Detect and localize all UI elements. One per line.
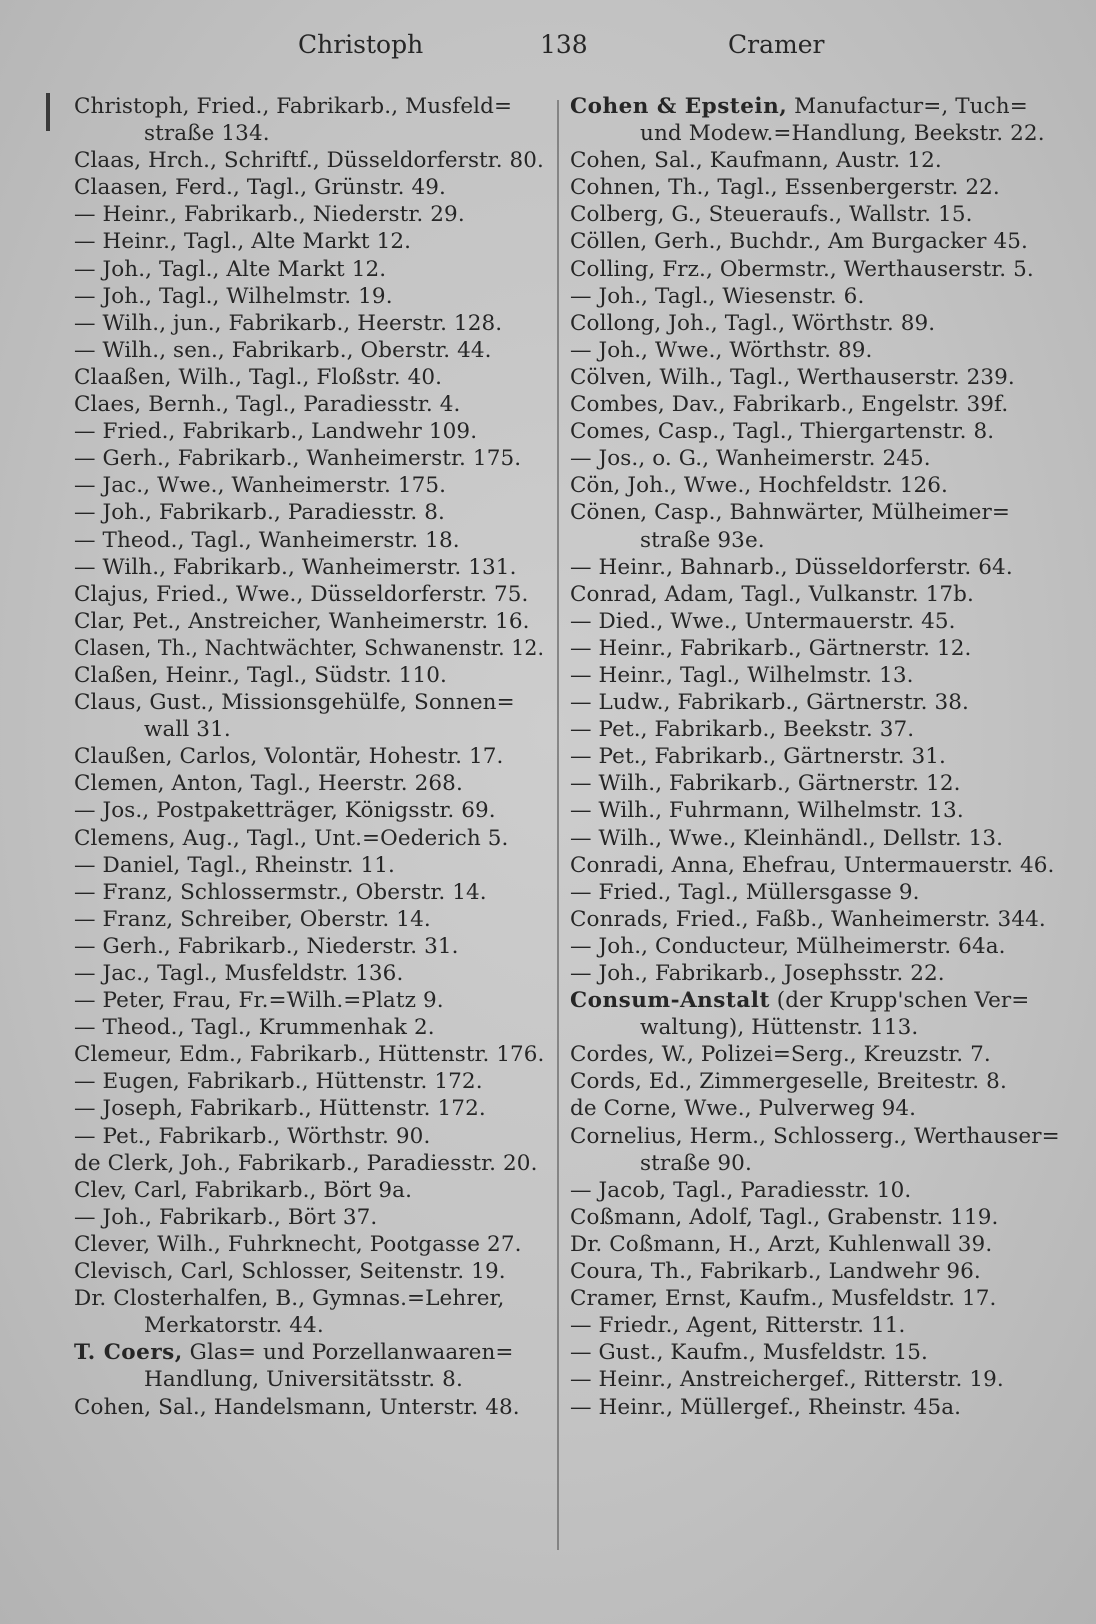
entry-text: — Heinr., Anstreichergef., Ritterstr. 19. bbox=[570, 1367, 1004, 1393]
entry-text: — Wilh., sen., Fabrikarb., Oberstr. 44. bbox=[74, 337, 492, 363]
entry-line bbox=[570, 1204, 1060, 1231]
directory-entry bbox=[74, 1204, 544, 1231]
directory-entry bbox=[570, 554, 1060, 581]
entry-text: Cöllen, Gerh., Buchdr., Am Burgacker 45. bbox=[570, 229, 1028, 255]
entry-line bbox=[570, 418, 1060, 445]
entry-text: — Pet., Fabrikarb., Wörthstr. 90. bbox=[74, 1123, 431, 1149]
directory-entry bbox=[74, 147, 544, 174]
entry-line bbox=[570, 364, 1060, 391]
entry-line bbox=[570, 1285, 1060, 1312]
entry-line bbox=[74, 93, 544, 120]
entry-text: Clever, Wilh., Fuhrknecht, Pootgasse 27. bbox=[74, 1231, 522, 1257]
entry-line bbox=[570, 1366, 1060, 1393]
directory-entry bbox=[570, 1258, 1060, 1285]
entry-line bbox=[74, 608, 544, 635]
directory-entry bbox=[570, 933, 1060, 960]
entry-text: — Joh., Tagl., Alte Markt 12. bbox=[74, 256, 387, 282]
entry-text: Claes, Bernh., Tagl., Paradiesstr. 4. bbox=[74, 392, 461, 418]
entry-line bbox=[570, 879, 1060, 906]
entry-text: Claasen, Ferd., Tagl., Grünstr. 49. bbox=[74, 175, 446, 201]
directory-entry bbox=[74, 1339, 544, 1393]
entry-text: — Wilh., Fabrikarb., Wanheimerstr. 131. bbox=[74, 554, 517, 580]
header-right-name: Cramer bbox=[728, 30, 825, 59]
entry-text: (der Krupp'schen Ver= bbox=[769, 988, 1030, 1014]
right-column bbox=[570, 93, 1060, 1421]
directory-entry bbox=[570, 391, 1060, 418]
entry-line bbox=[570, 581, 1060, 608]
entry-line bbox=[570, 689, 1060, 716]
directory-entry bbox=[570, 608, 1060, 635]
directory-entry bbox=[570, 635, 1060, 662]
entry-line bbox=[74, 364, 544, 391]
directory-entry bbox=[74, 662, 544, 689]
directory-entry bbox=[74, 906, 544, 933]
directory-entry bbox=[570, 797, 1060, 824]
entry-text: Conrads, Fried., Faßb., Wanheimerstr. 344. bbox=[570, 906, 1046, 932]
entry-text: de Corne, Wwe., Pulverweg 94. bbox=[570, 1096, 917, 1122]
entry-line bbox=[74, 1285, 544, 1312]
entry-line bbox=[74, 906, 544, 933]
entry-text: Clevisch, Carl, Schlosser, Seitenstr. 19. bbox=[74, 1259, 506, 1285]
entry-line bbox=[74, 1095, 544, 1122]
entry-line bbox=[570, 987, 1060, 1014]
entry-text: — Franz, Schlossermstr., Oberstr. 14. bbox=[74, 879, 487, 905]
directory-entry bbox=[74, 1068, 544, 1095]
directory-entry bbox=[570, 852, 1060, 879]
entry-text: Merkatorstr. 44. bbox=[144, 1313, 324, 1339]
entry-line bbox=[74, 662, 544, 689]
directory-entry bbox=[74, 499, 544, 526]
directory-entry bbox=[570, 1068, 1060, 1095]
directory-entry bbox=[570, 472, 1060, 499]
entry-text: Cohnen, Th., Tagl., Essenbergerstr. 22. bbox=[570, 175, 1000, 201]
entry-line bbox=[74, 960, 544, 987]
entry-line bbox=[570, 635, 1060, 662]
entry-text: Clajus, Fried., Wwe., Düsseldorferstr. 75. bbox=[74, 581, 529, 607]
entry-text: — Jac., Wwe., Wanheimerstr. 175. bbox=[74, 473, 447, 499]
entry-text: — Died., Wwe., Untermauerstr. 45. bbox=[570, 608, 956, 634]
entry-text: straße 134. bbox=[144, 121, 270, 147]
entry-text: — Gust., Kaufm., Musfeldstr. 15. bbox=[570, 1340, 928, 1366]
entry-text: — Jacob, Tagl., Paradiesstr. 10. bbox=[570, 1177, 912, 1203]
directory-entry bbox=[74, 852, 544, 879]
entry-text: straße 93e. bbox=[640, 527, 765, 553]
directory-entry bbox=[74, 201, 544, 228]
entry-text: — Joh., Fabrikarb., Bört 37. bbox=[74, 1204, 378, 1230]
directory-entry bbox=[74, 1123, 544, 1150]
entry-line bbox=[74, 1312, 544, 1339]
entry-line bbox=[74, 147, 542, 174]
entry-line bbox=[74, 797, 544, 824]
entry-line bbox=[74, 1394, 544, 1421]
entry-text: — Gerh., Fabrikarb., Wanheimerstr. 175. bbox=[74, 446, 522, 472]
entry-line bbox=[570, 527, 1060, 554]
column-divider bbox=[557, 100, 559, 1550]
entry-text: Cohen, Sal., Kaufmann, Austr. 12. bbox=[570, 148, 942, 174]
entry-text: Cönen, Casp., Bahnwärter, Mülheimer= bbox=[570, 500, 1010, 526]
entry-line bbox=[74, 1014, 544, 1041]
directory-entry bbox=[570, 960, 1060, 987]
entry-text: — Pet., Fabrikarb., Gärtnerstr. 31. bbox=[570, 744, 946, 770]
directory-entry bbox=[570, 1204, 1060, 1231]
entry-line bbox=[74, 1068, 544, 1095]
directory-entry bbox=[74, 1095, 544, 1122]
entry-line bbox=[570, 283, 1060, 310]
entry-line bbox=[570, 472, 1060, 499]
entry-line bbox=[570, 1312, 1060, 1339]
directory-entry bbox=[74, 770, 544, 797]
entry-line bbox=[570, 960, 1060, 987]
directory-entry bbox=[570, 1339, 1060, 1366]
header-left-name: Christoph bbox=[298, 30, 424, 59]
directory-entry bbox=[74, 1231, 544, 1258]
entry-line bbox=[74, 445, 544, 472]
directory-entry bbox=[570, 1231, 1060, 1258]
entry-text: Claus, Gust., Missionsgehülfe, Sonnen= bbox=[74, 690, 515, 716]
entry-line bbox=[570, 120, 1060, 147]
entry-text: — Jac., Tagl., Musfeldstr. 136. bbox=[74, 961, 404, 986]
entry-text: Claaßen, Wilh., Tagl., Floßstr. 40. bbox=[74, 364, 443, 390]
entry-line bbox=[74, 283, 544, 310]
entry-line bbox=[74, 1339, 544, 1366]
entry-text: straße 90. bbox=[640, 1150, 752, 1176]
entry-text: — Joh., Conducteur, Mülheimerstr. 64a. bbox=[570, 933, 1006, 959]
entry-text: Dr. Closterhalfen, B., Gymnas.=Lehrer, bbox=[74, 1286, 505, 1312]
entry-text: Handlung, Universitätsstr. 8. bbox=[144, 1367, 463, 1393]
entry-line bbox=[570, 933, 1060, 960]
entry-line bbox=[570, 1177, 1060, 1204]
entry-text: — Gerh., Fabrikarb., Niederstr. 31. bbox=[74, 933, 459, 959]
directory-entry bbox=[570, 662, 1060, 689]
entry-line bbox=[74, 120, 544, 147]
entry-text: Conrad, Adam, Tagl., Vulkanstr. 17b. bbox=[570, 581, 974, 607]
directory-entry bbox=[570, 825, 1060, 852]
entry-text: Collong, Joh., Tagl., Wörthstr. 89. bbox=[570, 310, 936, 336]
entry-line bbox=[74, 174, 544, 201]
directory-entry bbox=[570, 337, 1060, 364]
entry-line bbox=[74, 527, 544, 554]
page-header bbox=[0, 22, 1096, 72]
directory-entry bbox=[74, 689, 544, 743]
directory-entry bbox=[570, 770, 1060, 797]
directory-entry bbox=[570, 499, 1060, 553]
entry-text: Coura, Th., Fabrikarb., Landwehr 96. bbox=[570, 1259, 981, 1285]
entry-text: — Joh., Fabrikarb., Josephsstr. 22. bbox=[570, 961, 945, 986]
entry-text: — Heinr., Tagl., Wilhelmstr. 13. bbox=[570, 662, 914, 688]
directory-entry bbox=[74, 391, 544, 418]
entry-text: Clemeur, Edm., Fabrikarb., Hüttenstr. 176. bbox=[74, 1042, 545, 1068]
directory-entry bbox=[570, 256, 1060, 283]
entry-line bbox=[74, 1366, 544, 1393]
entry-line bbox=[570, 1014, 1060, 1041]
entry-line bbox=[74, 581, 544, 608]
entry-text: — Theod., Tagl., Krummenhak 2. bbox=[74, 1015, 435, 1041]
entry-text: — Pet., Fabrikarb., Beekstr. 37. bbox=[570, 717, 915, 743]
directory-entry bbox=[74, 256, 544, 283]
entry-line bbox=[570, 1068, 1060, 1095]
entry-line bbox=[570, 1041, 1060, 1068]
directory-entry bbox=[74, 1394, 544, 1421]
entry-text: Comes, Casp., Tagl., Thiergartenstr. 8. bbox=[570, 419, 995, 445]
entry-text: waltung), Hüttenstr. 113. bbox=[640, 1015, 919, 1041]
directory-entry bbox=[570, 689, 1060, 716]
entry-text: Glas= und Porzellanwaaren= bbox=[182, 1340, 514, 1366]
directory-entry bbox=[74, 987, 544, 1014]
entry-line bbox=[570, 201, 1060, 228]
entry-text: Cramer, Ernst, Kaufm., Musfeldstr. 17. bbox=[570, 1286, 997, 1312]
entry-text: — Jos., Postpaketträger, Königsstr. 69. bbox=[74, 798, 496, 824]
left-column bbox=[74, 93, 544, 1421]
entry-line bbox=[74, 716, 544, 743]
directory-entry bbox=[74, 743, 544, 770]
entry-text: — Heinr., Fabrikarb., Gärtnerstr. 12. bbox=[570, 635, 972, 661]
entry-text: Colling, Frz., Obermstr., Werthauserstr. 5. bbox=[570, 256, 1034, 282]
entry-line bbox=[74, 201, 544, 228]
entry-line bbox=[74, 1150, 544, 1177]
entry-line bbox=[570, 743, 1060, 770]
entry-text: Colberg, G., Steueraufs., Wallstr. 15. bbox=[570, 202, 973, 228]
directory-entry bbox=[570, 1041, 1060, 1068]
entry-line bbox=[74, 743, 544, 770]
directory-entry bbox=[570, 283, 1060, 310]
entry-text: — Friedr., Agent, Ritterstr. 11. bbox=[570, 1313, 906, 1339]
entry-bold-name: Consum-Anstalt bbox=[570, 988, 770, 1014]
entry-text: Cön, Joh., Wwe., Hochfeldstr. 126. bbox=[570, 473, 948, 499]
entry-line bbox=[74, 1123, 544, 1150]
directory-entry bbox=[74, 933, 544, 960]
margin-mark bbox=[46, 93, 50, 131]
entry-text: — Heinr., Tagl., Alte Markt 12. bbox=[74, 229, 412, 255]
entry-text: — Heinr., Bahnarb., Düsseldorferstr. 64. bbox=[570, 554, 1013, 580]
entry-line bbox=[74, 1204, 544, 1231]
entry-text: — Fried., Fabrikarb., Landwehr 109. bbox=[74, 419, 478, 445]
directory-entry bbox=[570, 147, 1060, 174]
entry-line bbox=[570, 554, 1060, 581]
entry-text: Conradi, Anna, Ehefrau, Untermauerstr. 46. bbox=[570, 852, 1055, 878]
entry-line bbox=[570, 1231, 1060, 1258]
entry-line bbox=[74, 879, 544, 906]
directory-entry bbox=[74, 1150, 544, 1177]
entry-text: Clemens, Aug., Tagl., Unt.=Oederich 5. bbox=[74, 825, 509, 851]
entry-text: Clar, Pet., Anstreicher, Wanheimerstr. 16. bbox=[74, 608, 530, 634]
entry-text: — Heinr., Müllergef., Rheinstr. 45a. bbox=[570, 1394, 962, 1420]
entry-line bbox=[74, 689, 544, 716]
directory-entry bbox=[570, 1123, 1060, 1177]
entry-text: Clev, Carl, Fabrikarb., Bört 9a. bbox=[74, 1177, 413, 1203]
entry-text: Christoph, Fried., Fabrikarb., Musfeld= bbox=[74, 94, 513, 119]
directory-entry bbox=[74, 879, 544, 906]
entry-text: Clasen, Th., Nachtwächter, Schwanenstr. 12. bbox=[74, 635, 545, 661]
entry-line bbox=[570, 93, 1060, 120]
directory-entry bbox=[74, 1285, 544, 1339]
entry-line bbox=[570, 256, 1060, 283]
entry-line bbox=[570, 662, 1060, 689]
directory-entry bbox=[74, 283, 544, 310]
entry-text: — Joh., Fabrikarb., Paradiesstr. 8. bbox=[74, 500, 445, 526]
entry-line bbox=[74, 337, 544, 364]
directory-entry bbox=[570, 879, 1060, 906]
directory-entry bbox=[74, 1177, 544, 1204]
directory-entry bbox=[74, 1258, 544, 1285]
entry-line bbox=[74, 1258, 544, 1285]
entry-line bbox=[570, 1095, 1060, 1122]
entry-text: — Eugen, Fabrikarb., Hüttenstr. 172. bbox=[74, 1069, 483, 1095]
directory-entry bbox=[570, 1366, 1060, 1393]
entry-line bbox=[74, 635, 545, 662]
entry-line bbox=[74, 499, 544, 526]
entry-text: Coßmann, Adolf, Tagl., Grabenstr. 119. bbox=[570, 1204, 999, 1230]
directory-entry bbox=[74, 310, 544, 337]
directory-entry bbox=[74, 93, 544, 147]
directory-entry bbox=[570, 743, 1060, 770]
directory-entry bbox=[74, 1041, 544, 1068]
directory-entry bbox=[74, 635, 544, 662]
entry-line bbox=[570, 174, 1060, 201]
entry-line bbox=[570, 797, 1060, 824]
entry-line bbox=[74, 418, 544, 445]
directory-entry bbox=[74, 527, 544, 554]
directory-entry bbox=[570, 987, 1060, 1041]
directory-entry bbox=[74, 960, 544, 987]
entry-text: — Joh., Wwe., Wörthstr. 89. bbox=[570, 337, 873, 363]
entry-text: — Wilh., Fabrikarb., Gärtnerstr. 12. bbox=[570, 771, 961, 797]
directory-entry bbox=[74, 174, 544, 201]
entry-line bbox=[570, 906, 1060, 933]
entry-text: — Ludw., Fabrikarb., Gärtnerstr. 38. bbox=[570, 690, 969, 716]
entry-text: und Modew.=Handlung, Beekstr. 22. bbox=[640, 121, 1045, 147]
directory-entry bbox=[74, 364, 544, 391]
directory-entry bbox=[74, 418, 544, 445]
entry-line bbox=[570, 310, 1060, 337]
directory-entry bbox=[74, 825, 544, 852]
entry-line bbox=[570, 1123, 1060, 1150]
entry-bold-name: T. Coers, bbox=[74, 1340, 183, 1366]
entry-line bbox=[74, 770, 544, 797]
entry-line bbox=[74, 1231, 544, 1258]
directory-entry bbox=[74, 228, 544, 255]
entry-text: Combes, Dav., Fabrikarb., Engelstr. 39f. bbox=[570, 392, 1009, 418]
directory-entry bbox=[570, 1177, 1060, 1204]
entry-line bbox=[74, 310, 544, 337]
entry-line bbox=[74, 228, 544, 255]
entry-line bbox=[74, 1177, 544, 1204]
entry-text: Clemen, Anton, Tagl., Heerstr. 268. bbox=[74, 771, 463, 797]
entry-text: Dr. Coßmann, H., Arzt, Kuhlenwall 39. bbox=[570, 1231, 993, 1257]
entry-line bbox=[570, 337, 1060, 364]
directory-entry bbox=[570, 201, 1060, 228]
entry-text: Cohen, Sal., Handelsmann, Unterstr. 48. bbox=[74, 1394, 520, 1420]
directory-entry bbox=[74, 472, 544, 499]
entry-line bbox=[570, 852, 1060, 879]
entry-line bbox=[570, 499, 1060, 526]
entry-line bbox=[570, 1258, 1060, 1285]
entry-text: wall 31. bbox=[144, 717, 231, 743]
directory-entry bbox=[570, 174, 1060, 201]
entry-line bbox=[74, 987, 544, 1014]
directory-entry bbox=[74, 337, 544, 364]
directory-entry bbox=[570, 93, 1060, 147]
entry-text: — Fried., Tagl., Müllersgasse 9. bbox=[570, 879, 920, 905]
entry-text: — Joh., Tagl., Wilhelmstr. 19. bbox=[74, 283, 393, 309]
directory-entry bbox=[570, 310, 1060, 337]
entry-text: de Clerk, Joh., Fabrikarb., Paradiesstr. 20. bbox=[74, 1150, 538, 1176]
directory-entry bbox=[570, 228, 1060, 255]
entry-text: — Wilh., Fuhrmann, Wilhelmstr. 13. bbox=[570, 798, 964, 824]
directory-entry bbox=[570, 1394, 1060, 1421]
entry-line bbox=[74, 256, 544, 283]
entry-line bbox=[74, 554, 544, 581]
entry-line bbox=[570, 391, 1060, 418]
entry-text: — Daniel, Tagl., Rheinstr. 11. bbox=[74, 852, 395, 878]
entry-text: — Joh., Tagl., Wiesenstr. 6. bbox=[570, 283, 865, 309]
entry-line bbox=[74, 472, 544, 499]
entry-text: Claas, Hrch., Schriftf., Düsseldorferstr. 80. bbox=[74, 148, 544, 174]
entry-line bbox=[570, 445, 1060, 472]
directory-entry bbox=[570, 581, 1060, 608]
entry-text: — Jos., o. G., Wanheimerstr. 245. bbox=[570, 446, 931, 472]
entry-text: — Franz, Schreiber, Oberstr. 14. bbox=[74, 906, 431, 932]
entry-text: Cords, Ed., Zimmergeselle, Breitestr. 8. bbox=[570, 1069, 1007, 1095]
directory-entry bbox=[570, 445, 1060, 472]
entry-line bbox=[570, 1150, 1060, 1177]
directory-entry bbox=[570, 1285, 1060, 1312]
directory-entry bbox=[74, 608, 544, 635]
directory-entry bbox=[74, 581, 544, 608]
entry-text: Cölven, Wilh., Tagl., Werthauserstr. 239. bbox=[570, 364, 1015, 390]
directory-entry bbox=[570, 906, 1060, 933]
entry-text: — Joseph, Fabrikarb., Hüttenstr. 172. bbox=[74, 1096, 486, 1122]
entry-line bbox=[570, 825, 1060, 852]
entry-text: — Wilh., jun., Fabrikarb., Heerstr. 128. bbox=[74, 310, 503, 336]
entry-text: Claußen, Carlos, Volontär, Hohestr. 17. bbox=[74, 744, 504, 770]
entry-text: Claßen, Heinr., Tagl., Südstr. 110. bbox=[74, 662, 447, 688]
entry-text: Manufactur=, Tuch= bbox=[787, 94, 1028, 119]
entry-line bbox=[570, 228, 1060, 255]
entry-bold-name: Cohen & Epstein, bbox=[570, 94, 788, 119]
directory-entry bbox=[74, 1014, 544, 1041]
entry-text: — Heinr., Fabrikarb., Niederstr. 29. bbox=[74, 202, 465, 228]
entry-line bbox=[570, 1339, 1060, 1366]
entry-text: Cordes, W., Polizei=Serg., Kreuzstr. 7. bbox=[570, 1042, 991, 1068]
directory-entry bbox=[570, 364, 1060, 391]
entry-line bbox=[74, 391, 544, 418]
entry-line bbox=[74, 933, 544, 960]
entry-line bbox=[74, 852, 544, 879]
entry-line bbox=[570, 770, 1060, 797]
entry-line bbox=[570, 716, 1060, 743]
directory-entry bbox=[74, 445, 544, 472]
entry-text: — Theod., Tagl., Wanheimerstr. 18. bbox=[74, 527, 460, 553]
entry-text: — Peter, Frau, Fr.=Wilh.=Platz 9. bbox=[74, 988, 444, 1014]
directory-entry bbox=[570, 418, 1060, 445]
entry-line bbox=[570, 1394, 1060, 1421]
directory-entry bbox=[570, 1095, 1060, 1122]
entry-text: Cornelius, Herm., Schlosserg., Werthauser= bbox=[570, 1123, 1060, 1149]
page-number: 138 bbox=[540, 30, 588, 59]
directory-entry bbox=[74, 797, 544, 824]
directory-entry bbox=[74, 554, 544, 581]
entry-text: — Wilh., Wwe., Kleinhändl., Dellstr. 13. bbox=[570, 825, 1004, 851]
entry-line bbox=[570, 147, 1060, 174]
entry-line bbox=[74, 825, 544, 852]
entry-line bbox=[570, 608, 1060, 635]
directory-entry bbox=[570, 716, 1060, 743]
entry-line bbox=[74, 1041, 545, 1068]
directory-entry bbox=[570, 1312, 1060, 1339]
